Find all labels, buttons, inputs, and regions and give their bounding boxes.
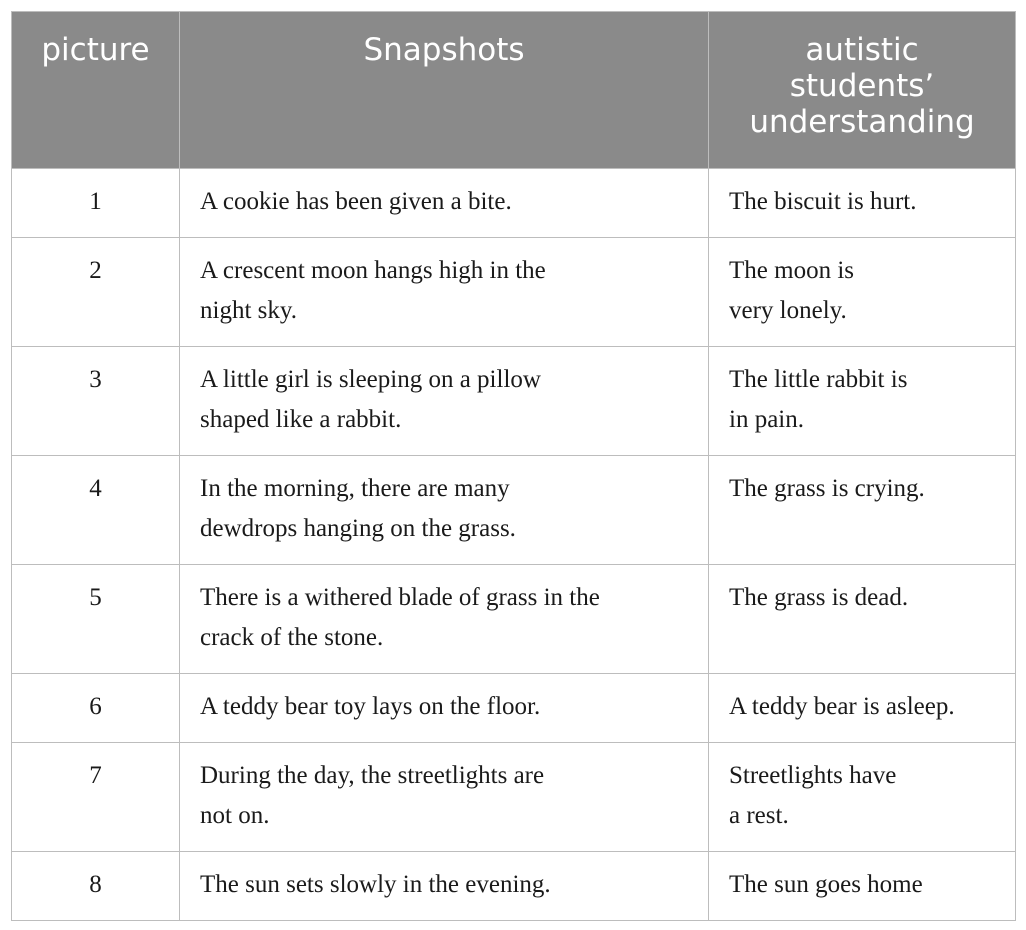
- snapshot-line: night sky.: [200, 297, 297, 324]
- table-row: [12, 743, 1016, 852]
- table-row: [12, 456, 1016, 565]
- cell-picture: 2: [12, 238, 180, 347]
- cell-snapshot: [180, 169, 709, 238]
- snapshot-line: dewdrops hanging on the grass.: [200, 515, 516, 542]
- snapshot-line: A cookie has been given a bite.: [200, 188, 512, 215]
- cell-understanding: [709, 852, 1016, 921]
- table-row: [12, 852, 1016, 921]
- cell-snapshot: [180, 238, 709, 347]
- header-row: [12, 12, 1016, 169]
- cell-picture: 5: [12, 565, 180, 674]
- header-picture: picture: [12, 12, 180, 169]
- cell-understanding: [709, 565, 1016, 674]
- cell-snapshot: [180, 456, 709, 565]
- cell-understanding: [709, 456, 1016, 565]
- snapshot-line: The sun sets slowly in the evening.: [200, 871, 551, 898]
- snapshot-line: shaped like a rabbit.: [200, 406, 402, 433]
- understanding-line: The moon is: [729, 257, 854, 284]
- cell-understanding: [709, 169, 1016, 238]
- understanding-line: The little rabbit is: [729, 366, 908, 393]
- data-table: [11, 11, 1016, 921]
- cell-snapshot: [180, 347, 709, 456]
- snapshot-line: During the day, the streetlights are: [200, 762, 545, 789]
- snapshot-line: A teddy bear toy lays on the floor.: [200, 693, 541, 720]
- header-understanding-text: autistic students’ understanding: [749, 32, 975, 140]
- understanding-line: The grass is dead.: [729, 584, 909, 611]
- cell-picture: 3: [12, 347, 180, 456]
- understanding-line: A teddy bear is asleep.: [729, 693, 955, 720]
- table-row: [12, 238, 1016, 347]
- snapshot-line: There is a withered blade of grass in the: [200, 584, 600, 611]
- cell-picture: 4: [12, 456, 180, 565]
- cell-understanding: [709, 743, 1016, 852]
- snapshot-line: In the morning, there are many: [200, 475, 510, 502]
- snapshot-line: crack of the stone.: [200, 624, 384, 651]
- understanding-line: The grass is crying.: [729, 475, 925, 502]
- cell-understanding: [709, 238, 1016, 347]
- cell-picture: 1: [12, 169, 180, 238]
- understanding-line: The biscuit is hurt.: [729, 188, 917, 215]
- cell-snapshot: [180, 852, 709, 921]
- understanding-line: in pain.: [729, 406, 804, 433]
- cell-picture: 7: [12, 743, 180, 852]
- table-row: [12, 169, 1016, 238]
- cell-understanding: [709, 347, 1016, 456]
- cell-picture: 6: [12, 674, 180, 743]
- cell-understanding: [709, 674, 1016, 743]
- cell-snapshot: [180, 674, 709, 743]
- understanding-line: Streetlights have: [729, 762, 897, 789]
- cell-snapshot: [180, 743, 709, 852]
- header-snapshots: Snapshots: [180, 12, 709, 169]
- snapshot-line: A little girl is sleeping on a pillow: [200, 366, 541, 393]
- table-row: [12, 674, 1016, 743]
- header-understanding: [709, 12, 1016, 169]
- cell-picture: 8: [12, 852, 180, 921]
- snapshot-line: not on.: [200, 802, 270, 829]
- table-row: [12, 565, 1016, 674]
- snapshot-line: A crescent moon hangs high in the: [200, 257, 546, 284]
- table-row: [12, 347, 1016, 456]
- understanding-line: very lonely.: [729, 297, 847, 324]
- cell-snapshot: [180, 565, 709, 674]
- understanding-line: a rest.: [729, 802, 789, 829]
- understanding-line: The sun goes home: [729, 871, 923, 898]
